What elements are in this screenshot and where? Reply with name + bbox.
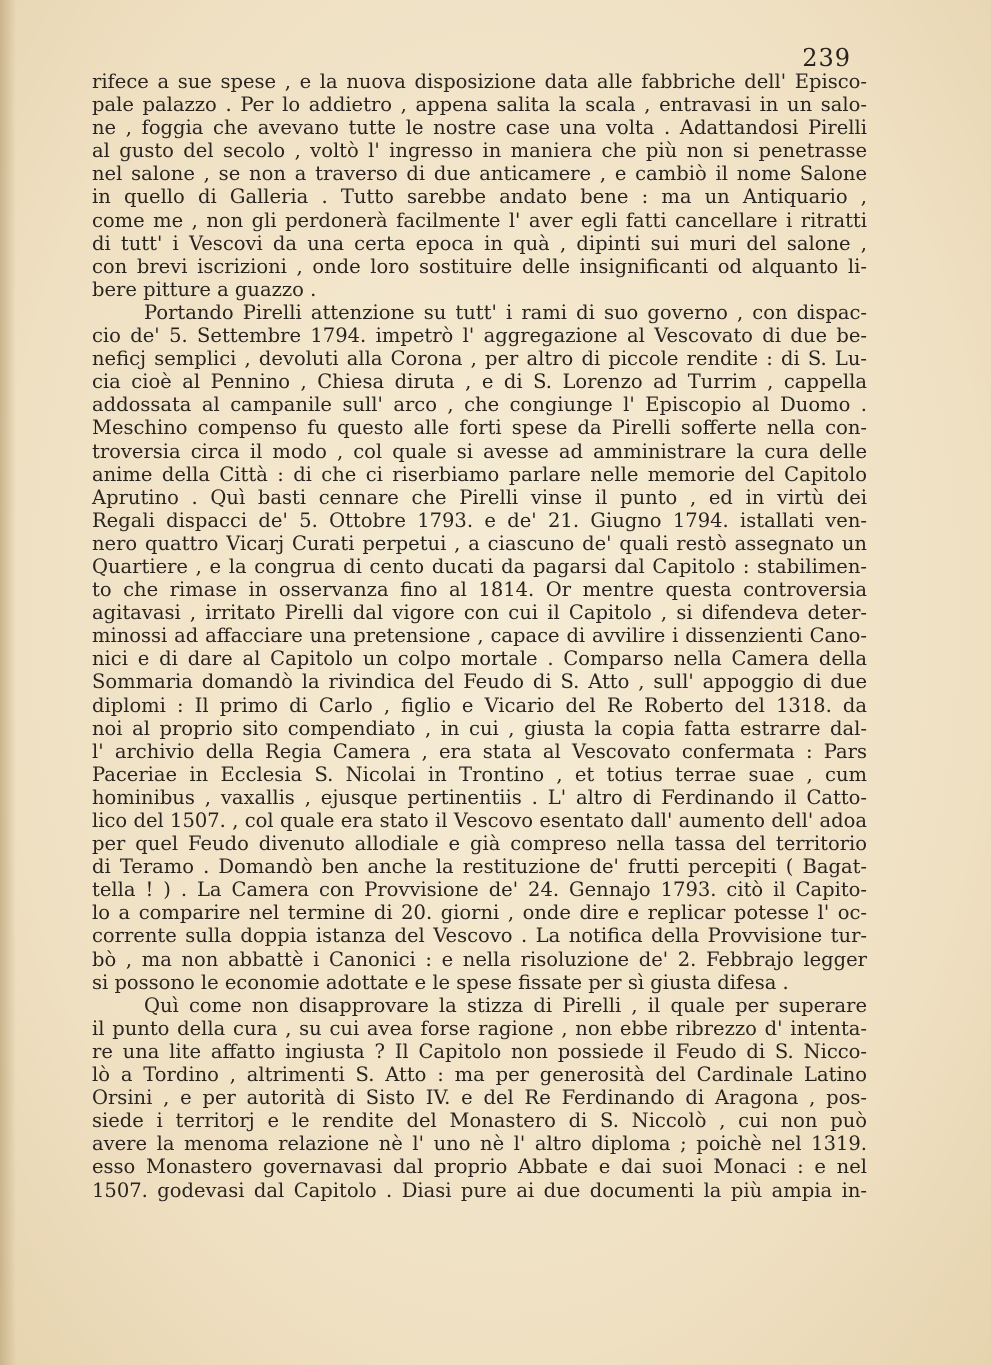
text-line: Sommaria domandò la rivindica del Feudo di S. Atto , sull' appoggio di due [92, 670, 867, 694]
text-line: si possono le economie adottate e le spese fissate per sì giusta difesa . [92, 970, 789, 994]
text-line: Aprutino . Quì basti cennare che Pirelli vinse il punto , ed in virtù dei [92, 485, 867, 509]
text-line: Regali dispacci de' 5. Ottobre 1793. e de' 21. Giugno 1794. istallati ven- [92, 508, 867, 532]
text-line: il punto della cura , su cui avea forse ragione , non ebbe ribrezzo d' intenta- [92, 1016, 867, 1040]
text-line: per quel Feudo divenuto allodiale e già compreso nella tassa del territorio [92, 832, 867, 856]
text-line: re una lite affatto ingiusta ? Il Capitolo non possiede il Feudo di S. Nicco- [92, 1039, 867, 1063]
text-line: noi al proprio sito compendiato , in cui , giusta la copia fatta estrarre dal- [92, 716, 867, 740]
text-line: con brevi iscrizioni , onde loro sostituire delle insignificanti od alquanto li- [92, 254, 867, 278]
text-line: corrente sulla doppia istanza del Vescovo . La notifica della Provvisione tur- [92, 924, 867, 948]
text-line: to che rimase in osservanza fino al 1814. Or mentre questa controversia [92, 578, 867, 602]
text-line: lico del 1507. , col quale era stato il Vescovo esentato dall' aumento dell' adoa [92, 809, 867, 832]
text-line: Paceriae in Ecclesia S. Nicolai in Trontino , et totius terrae suae , cum [92, 762, 867, 786]
text-line: Meschino compenso fu questo alle forti spese da Pirelli sofferte nella con- [92, 416, 867, 440]
page-edge-shadow [0, 0, 16, 1365]
text-line: come me , non gli perdonerà facilmente l' aver egli fatti cancellare i ritratti [92, 208, 867, 232]
text-line: ne , foggia che avevano tutte le nostre case una volta . Adattandosi Pirelli [92, 116, 867, 140]
text-line: 1507. godevasi dal Capitolo . Diasi pure ai due documenti la più ampia in- [92, 1178, 867, 1202]
text-line: esso Monastero governavasi dal proprio Abbate e dai suoi Monaci : e nel [92, 1155, 867, 1179]
text-line: hominibus , vaxallis , ejusque pertinentiis . L' altro di Ferdinando il Catto- [92, 785, 867, 809]
text-line: cio de' 5. Settembre 1794. impetrò l' aggregazione al Vescovato di due be- [92, 324, 867, 348]
text-line: nel salone , se non a traverso di due anticamere , e cambiò il nome Salone [92, 162, 867, 186]
text-line: siede i territorj e le rendite del Monastero di S. Niccolò , cui non può [92, 1109, 867, 1133]
text-line: tella ! ) . La Camera con Provvisione de' 24. Gennajo 1793. citò il Capito- [92, 878, 867, 902]
text-line: Quartiere , e la congrua di cento ducati da pagarsi dal Capitolo : stabilimen- [92, 554, 867, 578]
text-line: bò , ma non abbattè i Canonici : e nella risoluzione de' 2. Febbrajo legger [92, 947, 867, 971]
text-line: addossata al campanile sull' arco , che congiunge l' Episcopio al Duomo . [92, 393, 867, 417]
text-line: agitavasi , irritato Pirelli dal vigore con cui il Capitolo , si difendeva deter- [92, 601, 867, 625]
text-line: anime della Città : di che ci riserbiamo parlare nelle memorie del Capitolo [92, 462, 867, 486]
text-line: bere pitture a guazzo . [92, 277, 317, 301]
text-line: nici e di dare al Capitolo un colpo mortale . Comparso nella Camera della [92, 647, 867, 671]
text-line: di Teramo . Domandò ben anche la restituzione de' frutti percepiti ( Bagat- [92, 855, 867, 879]
text-line: troversia circa il modo , col quale si avesse ad amministrare la cura delle [92, 439, 867, 463]
body-text [92, 70, 867, 1202]
text-line: cia cioè al Pennino , Chiesa diruta , e di S. Lorenzo ad Turrim , cappella [92, 370, 867, 394]
text-line: di tutt' i Vescovi da una certa epoca in quà , dipinti sui muri del salone , [92, 231, 867, 255]
text-line: in quello di Galleria . Tutto sarebbe andato bene : ma un Antiquario , [92, 185, 867, 209]
text-line: minossi ad affacciare una pretensione , capace di avvilire i dissenzienti Cano- [92, 624, 867, 648]
text-line: l' archivio della Regia Camera , era stata al Vescovato confermata : Pars [92, 739, 867, 763]
text-line: lò a Tordino , altrimenti S. Atto : ma per generosità del Cardinale Latino [92, 1063, 867, 1087]
text-line: avere la menoma relazione nè l' uno nè l' altro diploma ; poichè nel 1319. [92, 1132, 867, 1156]
text-line: diplomi : Il primo di Carlo , figlio e Vicario del Re Roberto del 1318. da [92, 693, 867, 717]
text-line: nero quattro Vicarj Curati perpetui , a ciascuno de' quali restò assegnato un [92, 531, 867, 555]
text-line: neficj semplici , devoluti alla Corona , per altro di piccole rendite : di S. Lu- [92, 347, 867, 371]
text-line: pale palazzo . Per lo addietro , appena salita la scala , entravasi in un salo- [92, 93, 867, 117]
text-line: rifece a sue spese , e la nuova disposizione data alle fabbriche dell' Episco- [92, 70, 867, 93]
page-number: 239 [802, 44, 851, 72]
text-line: Portando Pirelli attenzione su tutt' i rami di suo governo , con dispac- [144, 300, 867, 324]
text-line: al gusto del secolo , voltò l' ingresso in maniera che più non si penetrasse [92, 139, 867, 163]
text-line: lo a comparire nel termine di 20. giorni , onde dire e replicar potesse l' oc- [92, 901, 867, 925]
text-line: Quì come non disapprovare la stizza di Pirelli , il quale per superare [144, 993, 867, 1017]
text-line: Orsini , e per autorità di Sisto IV. e del Re Ferdinando di Aragona , pos- [92, 1086, 867, 1110]
